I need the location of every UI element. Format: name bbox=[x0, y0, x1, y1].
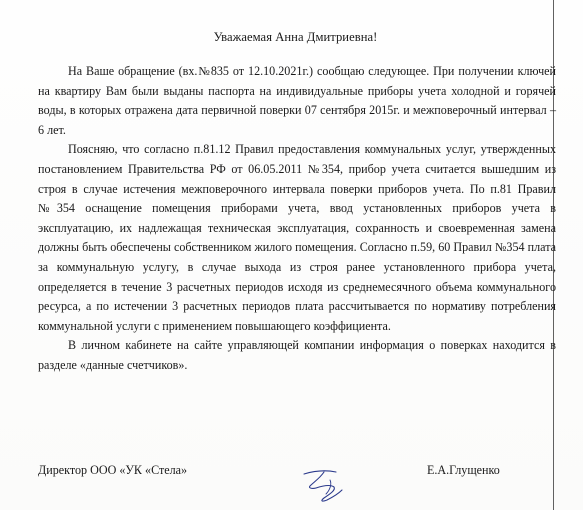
handwritten-signature-icon bbox=[300, 468, 348, 504]
paragraph-rules-explanation: Поясняю, что согласно п.81.12 Правил предоставления коммунальных услуг, утвержденных постановлением Правительства РФ от 06.05.2011 №354, прибор учета считается вышедшим из строя в случае истечения межповерочного интервала поверки приборов учета. По п.81 Правил №354 оснащение помещения приборами учета, ввод установленных приборов учета в эксплуатацию, их надлежащая техническая эксплуатация, сохранность и своевременная замена должны быть обеспечены собственником жилого помещения. Согласно п.59, 60 Правил №354 плата за коммунальную услугу, в случае выхода из строя ранее установленного прибора учета, определяется в течение 3 расчетных периодов исходя из среднемесячного объема коммунального ресурса, а по истечении 3 расчетных периодов плата рассчитывается по нормативу потребления коммунальной услуги с применением повышающего коэффициента. bbox=[38, 142, 556, 333]
letter-greeting: Уважаемая Анна Дмитриевна! bbox=[213, 30, 378, 44]
letter-body bbox=[38, 62, 556, 376]
signatory-name: Е.А.Глущенко bbox=[427, 463, 500, 477]
signature-block bbox=[38, 463, 556, 483]
paragraph-meter-passports: На Ваше обращение (вх.№835 от 12.10.2021г.) сообщаю следующее. При получении ключей на квартиру Вам были выданы паспорта на индивидуальные приборы учета холодной и горячей воды, в которых отражена дата первичной поверки 07 сентября 2015г. и межповерочный интервал – 6 лет. bbox=[38, 64, 556, 137]
paragraph-personal-account: В личном кабинете на сайте управляющей компании информация о поверках находится в разделе «данные счетчиков». bbox=[38, 338, 556, 372]
signatory-position: Директор ООО «УК «Стела» bbox=[38, 463, 188, 477]
